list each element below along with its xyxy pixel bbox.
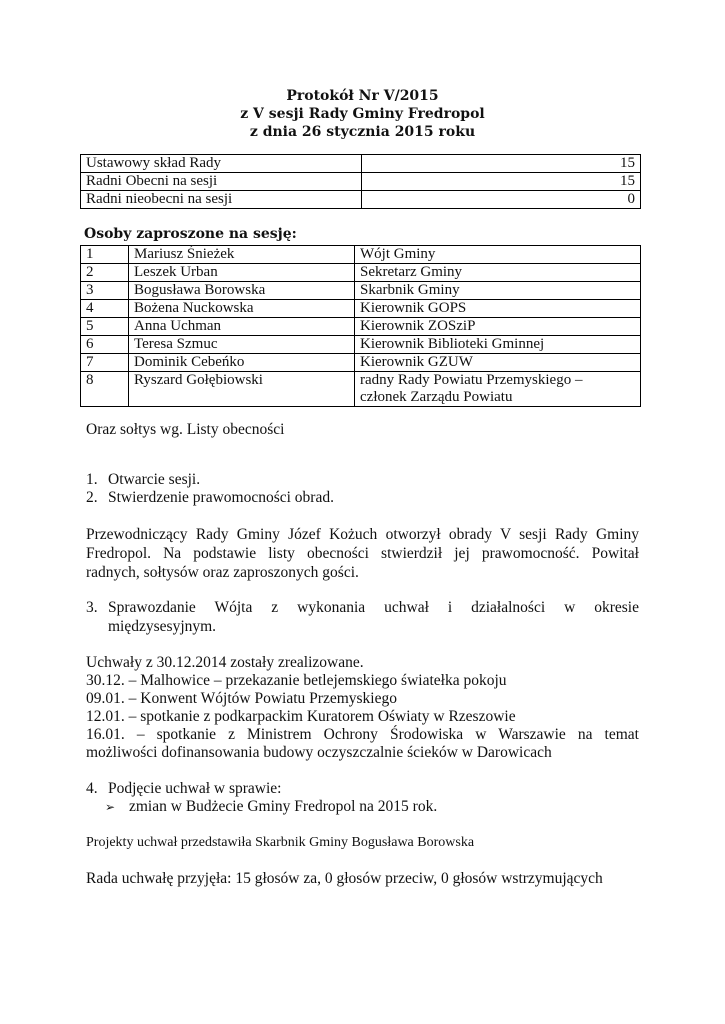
session-date: z dnia 26 stycznia 2015 roku xyxy=(249,124,476,140)
guest-name: Bogusława Borowska xyxy=(129,282,355,300)
guests-table xyxy=(80,245,641,407)
agenda-number: 4. xyxy=(86,780,98,797)
guest-number: 2 xyxy=(81,264,129,282)
table-row xyxy=(81,282,641,300)
guest-role: Kierownik GOPS xyxy=(355,300,641,318)
soltys-note: Oraz sołtys wg. Listy obecności xyxy=(86,421,285,438)
opening-line-1: Przewodniczący Rady Gminy Józef Kożuch otworzył obrady V sesji Rady Gminy xyxy=(86,526,639,543)
guest-role: radny Rady Powiatu Przemyskiego – xyxy=(360,372,583,388)
report-line-3: 09.01. – Konwent Wójtów Powiatu Przemyskiego xyxy=(86,690,397,707)
arrow-bullet-icon: ➢ xyxy=(105,800,116,814)
table-row xyxy=(81,246,641,264)
agenda-item-4 xyxy=(86,779,281,798)
guest-role: Kierownik ZOSziP xyxy=(355,318,641,336)
guest-role: Sekretarz Gminy xyxy=(355,264,641,282)
stat-label: Ustawowy skład Rady xyxy=(81,155,362,173)
guest-number: 6 xyxy=(81,336,129,354)
stat-label: Radni nieobecni na sesji xyxy=(81,191,362,209)
stat-value: 0 xyxy=(362,191,641,209)
resolution-bullet xyxy=(105,797,437,817)
report-line-4: 12.01. – spotkanie z podkarpackim Kuratorem Oświaty w Rzeszowie xyxy=(86,708,516,725)
agenda-text: Stwierdzenie prawomocności obrad. xyxy=(108,489,334,506)
attendance-table xyxy=(80,154,641,209)
guest-role: Kierownik Biblioteki Gminnej xyxy=(355,336,641,354)
report-line-6: możliwości dofinansowania budowy oczyszczalnie ścieków w Darowicach xyxy=(86,744,552,761)
guest-name: Ryszard Gołębiowski xyxy=(129,372,355,407)
table-row xyxy=(81,173,641,191)
guest-number: 5 xyxy=(81,318,129,336)
vote-result: Rada uchwałę przyjęła: 15 głosów za, 0 głosów przeciw, 0 głosów wstrzymujących xyxy=(86,870,603,887)
table-row xyxy=(81,372,641,407)
table-row xyxy=(81,264,641,282)
agenda-item-3 xyxy=(86,598,639,617)
guest-number: 4 xyxy=(81,300,129,318)
stat-label: Radni Obecni na sesji xyxy=(81,173,362,191)
guest-role: Skarbnik Gminy xyxy=(355,282,641,300)
guest-number: 7 xyxy=(81,354,129,372)
guest-role-continued: członek Zarządu Powiatu xyxy=(360,389,513,405)
guest-name: Leszek Urban xyxy=(129,264,355,282)
agenda-number: 1. xyxy=(86,471,98,488)
guest-name: Dominik Cebeńko xyxy=(129,354,355,372)
guest-role: Kierownik GZUW xyxy=(355,354,641,372)
guest-role-cell xyxy=(355,372,641,407)
guest-number: 1 xyxy=(81,246,129,264)
agenda-text: Sprawozdanie Wójta z wykonania uchwał i działalności w okresie xyxy=(108,599,639,616)
guest-number: 3 xyxy=(81,282,129,300)
guest-name: Mariusz Śnieżek xyxy=(129,246,355,264)
guest-role: Wójt Gminy xyxy=(355,246,641,264)
guest-name: Anna Uchman xyxy=(129,318,355,336)
table-row xyxy=(81,318,641,336)
resolution-text: zmian w Budżecie Gminy Fredropol na 2015 rok. xyxy=(129,798,438,815)
agenda-item-2 xyxy=(86,488,334,507)
report-line-2: 30.12. – Malhowice – przekazanie betlejemskiego światełka pokoju xyxy=(86,672,507,689)
report-line-1: Uchwały z 30.12.2014 zostały zrealizowane. xyxy=(86,654,364,671)
agenda-text: Otwarcie sesji. xyxy=(108,471,201,488)
table-row xyxy=(81,354,641,372)
agenda-number: 3. xyxy=(86,599,98,616)
table-row xyxy=(81,155,641,173)
projects-note: Projekty uchwał przedstawiła Skarbnik Gminy Bogusława Borowska xyxy=(86,835,475,850)
table-row xyxy=(81,336,641,354)
opening-line-3: radnych, sołtysów oraz zaproszonych gości. xyxy=(86,564,359,581)
guests-heading: Osoby zaproszone na sesję: xyxy=(84,226,297,242)
report-line-5: 16.01. – spotkanie z Ministrem Ochrony Środowiska w Warszawie na temat xyxy=(86,726,639,743)
agenda-text: Podjęcie uchwał w sprawie: xyxy=(108,780,282,797)
guest-number: 8 xyxy=(81,372,129,407)
table-row xyxy=(81,300,641,318)
table-row xyxy=(81,191,641,209)
agenda-item-1 xyxy=(86,470,200,489)
protocol-title: Protokół Nr V/2015 xyxy=(286,88,439,104)
agenda-text-continued: międzysesyjnym. xyxy=(108,618,217,635)
session-title: z V sesji Rady Gminy Fredropol xyxy=(240,106,485,122)
stat-value: 15 xyxy=(362,173,641,191)
stat-value: 15 xyxy=(362,155,641,173)
agenda-number: 2. xyxy=(86,489,98,506)
guest-name: Bożena Nuckowska xyxy=(129,300,355,318)
guest-name: Teresa Szmuc xyxy=(129,336,355,354)
opening-line-2: Fredropol. Na podstawie listy obecności stwierdził jej prawomocność. Powitał xyxy=(86,545,639,562)
